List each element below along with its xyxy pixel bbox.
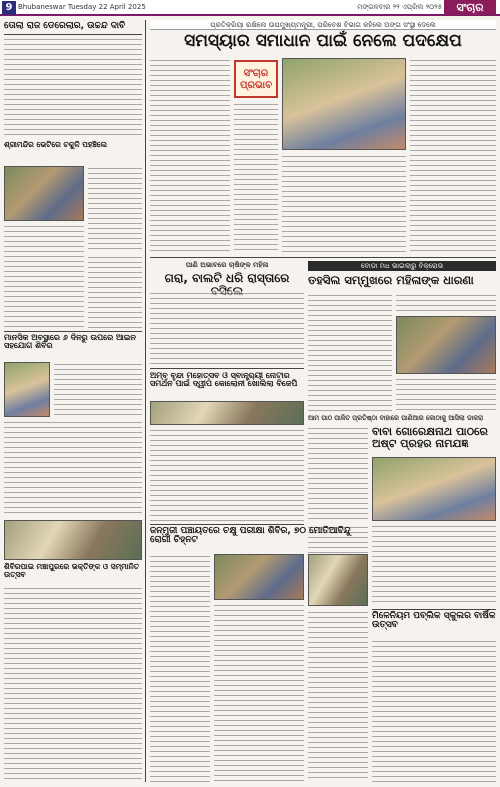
article-6-body-2 [396,293,496,313]
article-6-photo [396,316,496,374]
article-5-headline: ଗରା, ବାଲଟି ଧରି ରାସ୍ତାରେ [164,271,290,285]
article-11-headline: ମିଳେନିୟମ ପବ୍ଲିକ ସ୍କୁଲର ବାର୍ଷିକ ଉତ୍ସବ [372,611,496,631]
article-6-headline: ତହସିଲ ସମ୍ମୁଖରେ ମହିଳାଙ୍କ ଧାରଣା [308,273,474,287]
page-number: 9 [2,1,16,15]
article-2-body-side [88,166,142,252]
article-8-kicker: ଆମ ପାଠ ପାଳିତ ପ୍ରତିଷ୍ଠା ବାହାରେ ପାଣିଆର କୋଠାକୁ ଆସିଲା ଡାକରା [308,414,484,422]
article-10-headline: ଜନ୍ମୁଜୀ ପଞ୍ଚାୟତରେ ଚକ୍ଷୁ ପରୀକ୍ଷା ଶିବିର, ୭୦ ମୋତିଆବିନ୍ଦୁ ରୋଗୀ ଚିହ୍ନଟ [150,526,351,546]
article-7-headline: ଅମ୍ବ ବୃନ୍ଦା ମହୋତ୍ସବ ଓ ସ୍ବାନ୍ତ୍ର୍ୟୀ ନୋଟାର ସମର୍ଥନ ପାଇଁ ଦ୍ୱୀପ କୋଲୋନୀ ଖୋଲିଲା ବିଜେପି [150,371,298,389]
article-9-headline: ଶିବିରପାଇ ମଞ୍ଚାପୁରରେ ଭକ୍ତିଙ୍କ ଓ ସମ୍ମାନିତ ଉତ୍ସବ [4,562,140,579]
divider [4,34,142,35]
article-7-photo [150,401,304,425]
article-6-body-1 [308,293,392,411]
article-3-headline: ମାନସିକ ଅବସ୍ଥାରେ ୬ ଦିନରୁ ଉପରେ ଆଇନ ସହଯୋଗ ଶିବିର [4,333,136,351]
article-8a-body [308,426,368,522]
newspaper-logo: ସଂଚାର [444,0,496,15]
article-6-banner: ବୋଡା ମଧ ଭାଇଲାରୁ ବିକ୍ରୋଭ [308,261,496,271]
article-1-body [4,37,142,137]
article-2-photo [4,166,84,221]
article-8-photo [372,457,496,521]
article-3-body-side [54,362,142,417]
lead-story-body-3 [282,154,406,254]
article-10-body-3 [308,610,368,782]
article-10-body-2 [214,603,304,782]
article-10-photo-2 [308,554,368,606]
lead-story-banner: ପ୍ରତିକ୍ରିୟା ରକ୍ଷିଲେ ଉପମୁଖ୍ୟମନ୍ତ୍ରୀ, ପରିବେଶ ବିଭାଗ କହିଲେ ଅଙ୍ଗ ସଂସ୍ଥା ଦେଲେ [150,20,496,30]
article-8-body [372,524,496,606]
column-rule [145,20,146,782]
article-10-body-1 [150,554,210,782]
divider [4,331,142,332]
lead-story-headline: ସମସ୍ୟାର ସମାଧାନ ପାଇଁ ନେଲେ ପଦକ୍ଷେପ [184,31,462,51]
edition-date-odia: ମଙ୍ଗଳବାର ୨୨ ଏପ୍ରିଲ ୨୦୨୫ [357,3,442,11]
article-8-headline: ବାବା ଗୋରେକ୍ଷନାଥ ପାଠରେ ଅଷ୍ଟ ପ୍ରହର ନାମଯଜ୍ଞ [372,425,488,450]
article-1-headline: ତୋଲା ରାଜ ଡେରେଲାର, ଉଚ୍ଚନ୍ଦ ଦାବି [4,21,126,31]
article-9-body [4,586,142,782]
impact-stamp: ସଂଚାର ପ୍ରଭାବ [234,60,278,98]
article-2-headline: ଶ୍ରୀମନ୍ଦିର ଭେଟିରେ ଚକୁଳି ପହଞ୍ଚିଲେ [4,140,108,149]
lead-story-body-2 [234,102,278,254]
divider [150,524,304,525]
article-5-body [150,291,304,365]
lead-story-photo [282,58,406,150]
divider [372,609,496,610]
article-9-photo [4,520,142,560]
edition-date-english: Bhubaneswar Tuesday 22 April 2025 [18,3,146,11]
article-10-photo [214,554,304,600]
article-3-photo [4,362,50,417]
article-6-body-3 [396,377,496,411]
article-7-body [150,428,304,522]
lead-story-body-1 [150,58,230,254]
divider [150,257,496,258]
article-3-body [4,420,142,516]
article-2-body-cont [88,255,142,328]
divider [150,368,304,369]
lead-story-body-4 [410,58,496,254]
article-5-kicker: ପାଣି ଅଭାବରେ ଚାଷିଙ୍କ ମହିଳା [185,261,269,269]
article-2-body [4,224,84,328]
article-11-body [372,639,496,782]
